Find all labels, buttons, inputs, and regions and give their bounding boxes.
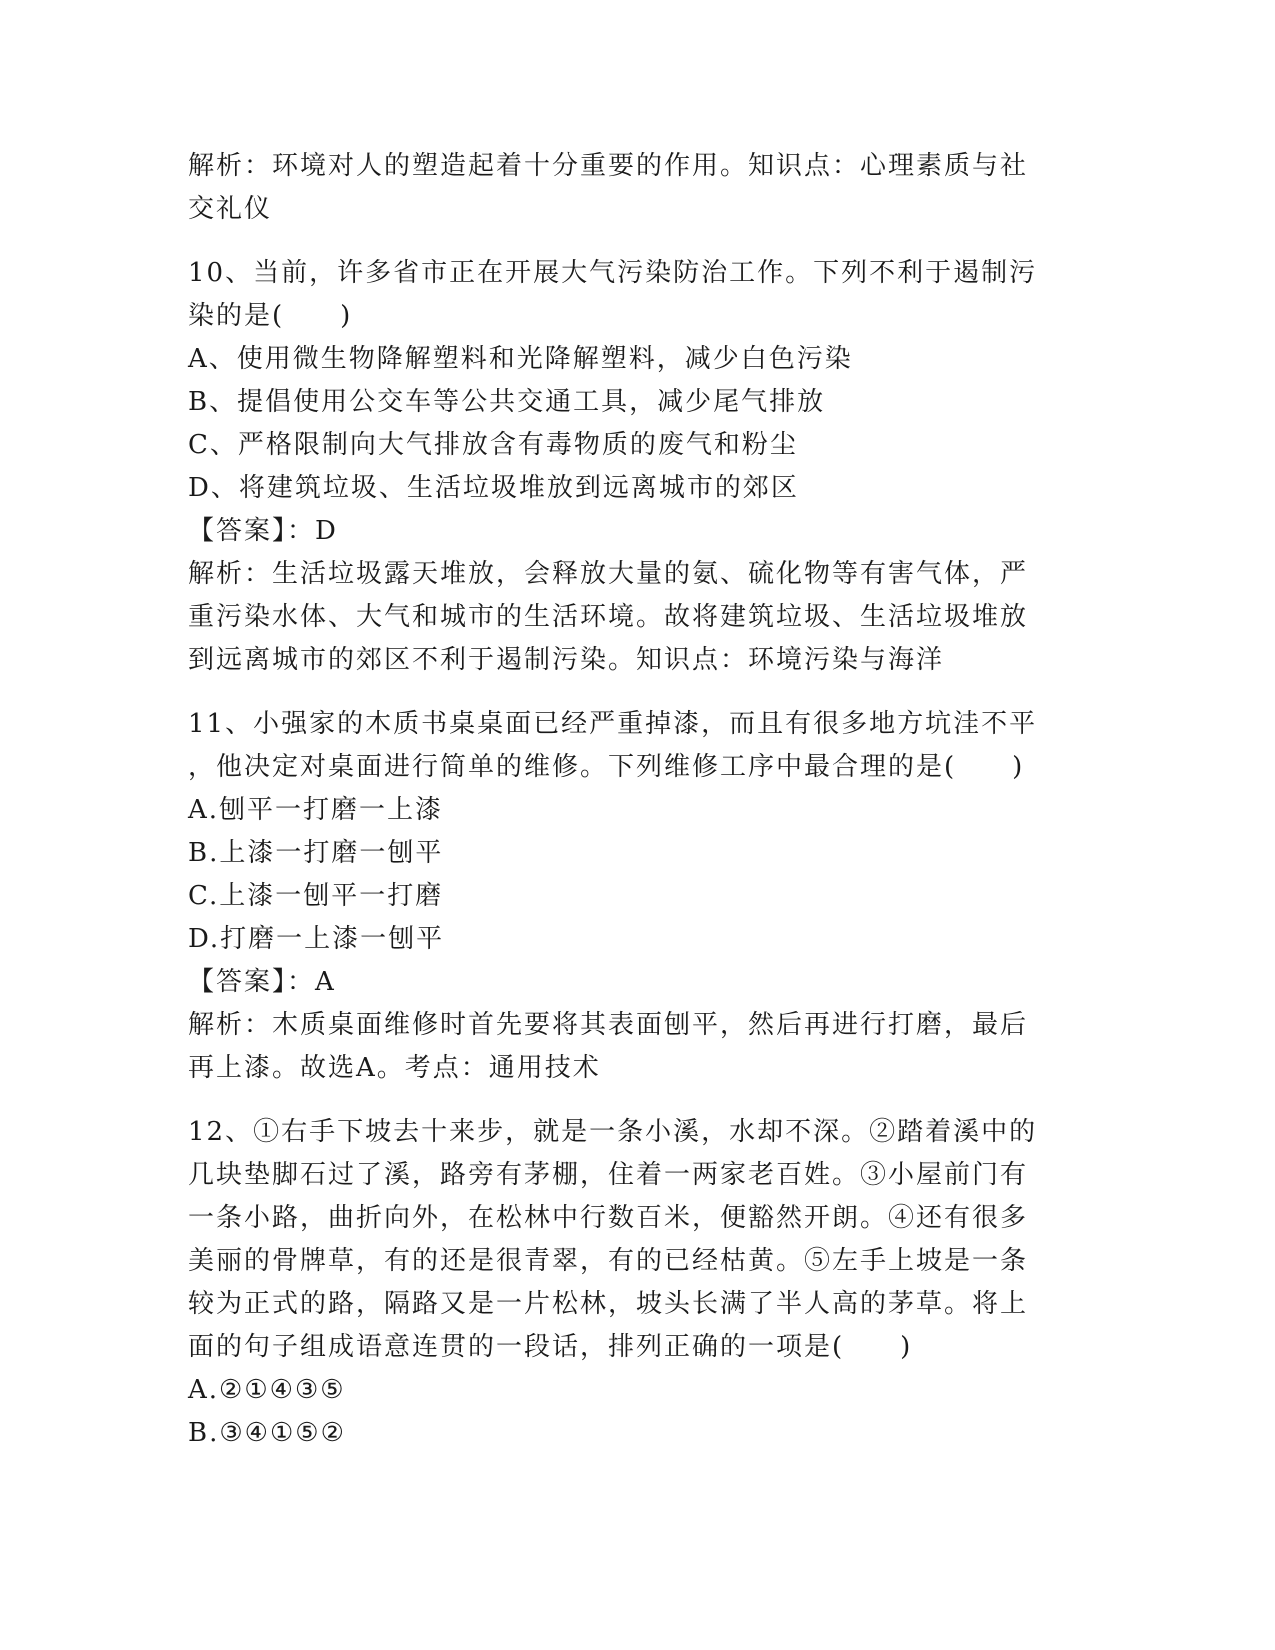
- question-stem: 美丽的骨牌草，有的还是很青翠，有的已经枯黄。⑤左手上坡是一条: [188, 1246, 1029, 1276]
- question-stem: 几块垫脚石过了溪，路旁有茅棚，住着一两家老百姓。③小屋前门有: [188, 1160, 1029, 1190]
- analysis-line: 重污染水体、大气和城市的生活环境。故将建筑垃圾、生活垃圾堆放: [188, 602, 1029, 632]
- answer: 【答案】：D: [188, 516, 338, 546]
- answer: 【答案】：A: [188, 967, 336, 997]
- question-12: [188, 1111, 1063, 1455]
- option-a: A.刨平一打磨一上漆: [188, 795, 444, 825]
- analysis-line: 解析：生活垃圾露天堆放，会释放大量的氨、硫化物等有害气体，严: [188, 559, 1029, 589]
- option-c: C.上漆一刨平一打磨: [188, 881, 444, 911]
- question-stem: 11、小强家的木质书桌桌面已经严重掉漆，而且有很多地方坑洼不平: [188, 709, 1038, 739]
- question-stem: 面的句子组成语意连贯的一段话，排列正确的一项是( ): [188, 1332, 913, 1362]
- option-d: D.打磨一上漆一刨平: [188, 924, 445, 954]
- analysis-line: 再上漆。故选A。考点：通用技术: [188, 1053, 601, 1083]
- question-stem: 10、当前，许多省市正在开展大气污染防治工作。下列不利于遏制污: [188, 258, 1038, 288]
- option-b: B.③④①⑤②: [188, 1418, 346, 1448]
- prev-analysis: [188, 145, 1063, 231]
- analysis-line: 到远离城市的郊区不利于遏制污染。知识点：环境污染与海洋: [188, 645, 945, 675]
- question-stem: ，他决定对桌面进行简单的维修。下列维修工序中最合理的是( ): [188, 752, 1025, 782]
- question-11: [188, 703, 1063, 1090]
- option-b: B.上漆一打磨一刨平: [188, 838, 444, 868]
- question-stem: 染的是( ): [188, 301, 353, 331]
- analysis-line: 交礼仪: [188, 194, 273, 224]
- question-stem: 一条小路，曲折向外，在松林中行数百米，便豁然开朗。④还有很多: [188, 1203, 1029, 1233]
- option-b: B、提倡使用公交车等公共交通工具，减少尾气排放: [188, 387, 826, 417]
- question-stem: 较为正式的路，隔路又是一片松林，坡头长满了半人高的茅草。将上: [188, 1289, 1029, 1319]
- question-stem: 12、①右手下坡去十来步，就是一条小溪，水却不深。②踏着溪中的: [188, 1117, 1038, 1147]
- document-page: [188, 145, 1063, 1455]
- question-10: [188, 252, 1063, 682]
- option-c: C、严格限制向大气排放含有毒物质的废气和粉尘: [188, 430, 798, 460]
- analysis-line: 解析：木质桌面维修时首先要将其表面刨平，然后再进行打磨，最后: [188, 1010, 1029, 1040]
- option-a: A、使用微生物降解塑料和光降解塑料，减少白色污染: [188, 344, 853, 374]
- option-a: A.②①④③⑤: [188, 1375, 346, 1405]
- option-d: D、将建筑垃圾、生活垃圾堆放到远离城市的郊区: [188, 473, 799, 503]
- analysis-line: 解析：环境对人的塑造起着十分重要的作用。知识点：心理素质与社: [188, 151, 1029, 181]
